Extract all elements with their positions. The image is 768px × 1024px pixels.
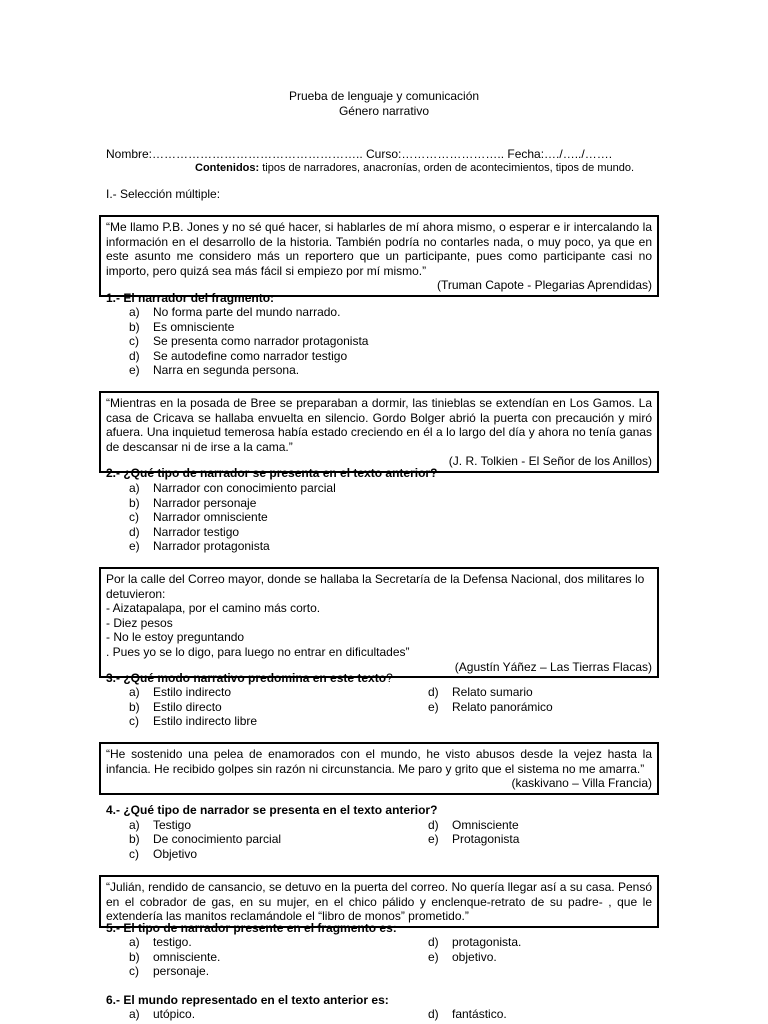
passage-source: (Truman Capote - Plegarias Aprendidas) <box>437 278 652 293</box>
section-heading: I.- Selección múltiple: <box>106 187 221 201</box>
passage-line: Por la calle del Correo mayor, donde se hallaba la Secretaría de la Defensa Nacional, dos militares lo detuvieron: <box>106 572 645 601</box>
question-6-title: 6.- El mundo representado en el texto anterior es: <box>106 993 389 1007</box>
q1-option-a[interactable]: a) No forma parte del mundo narrado. <box>129 305 341 319</box>
contents-line <box>195 161 634 175</box>
passage-line: - Aizatapalapa, por el camino más corto. <box>106 601 321 616</box>
q1-option-b[interactable]: b) Es omnisciente <box>129 320 235 334</box>
q2-option-e[interactable]: e) Narrador protagonista <box>129 539 270 553</box>
passage-text: “He sostenido una pelea de enamorados con el mundo, he visto abusos desde la vejez hasta la infancia. He recibido golpes sin razón ni circunstancia. Me paro y grito que el sistema no me amarra.” <box>106 747 652 776</box>
passage-line: - No le estoy preguntando <box>106 630 245 645</box>
passage-text: “Mientras en la posada de Bree se preparaban a dormir, las tinieblas se extendían en Los Gamos. La casa de Cricava se hallaba envuelta en silencio. Gordo Bolger abrió la puerta con precaución y miró afuera. Una inquietud temerosa había estado creciendo en él a lo largo del día y ahora no tenía ganas de descansar ni de irse a la cama.” <box>106 396 652 454</box>
passage-text: “Julián, rendido de cansancio, se detuvo en la puerta del correo. No quería llegar así a su casa. Pensó en el cobrador de gas, en su mujer, en el chico pálido y enclenque-retrato de su padre- , que le extendería las manitos reclamándole el “libro de monos” prometido.” <box>106 880 652 924</box>
passage-line: - Diez pesos <box>106 615 173 630</box>
q1-option-e[interactable]: e) Narra en segunda persona. <box>129 363 300 377</box>
passage-text: “Me llamo P.B. Jones y no sé qué hacer, si hablarles de mí ahora mismo, o esperar e ir intercalando la información en el desarrollo de la historia. También podría no contarles nada, o muy poco, ya que en este asunto me considero más un reportero que un participante, pues como participante casi no importo, pero quizá sea más fácil si empiezo por mí mismo.” <box>106 220 652 278</box>
document-subtitle: Género narrativo <box>338 104 430 118</box>
question-4-title: 4.- ¿Qué tipo de narrador se presenta en el texto anterior? <box>106 803 438 817</box>
q5-option-b[interactable]: b) omnisciente. <box>129 950 221 964</box>
passage-box-1 <box>99 215 659 297</box>
document-title: Prueba de lenguaje y comunicación <box>288 89 480 103</box>
q5-option-a[interactable]: a) testigo. <box>129 935 192 949</box>
question-1-title: 1.- El narrador del fragmento: <box>106 291 275 305</box>
q6-option-d[interactable]: d) fantástico. <box>428 1007 507 1021</box>
question-3-title: 3.- ¿Qué modo narrativo predomina en este texto? <box>106 671 393 685</box>
q5-option-d[interactable]: d) protagonista. <box>428 935 522 949</box>
q1-option-d[interactable]: d) Se autodefine como narrador testigo <box>129 349 348 363</box>
contents-label: Contenidos: <box>195 162 260 174</box>
q5-option-e[interactable]: e) objetivo. <box>428 950 497 964</box>
passage-box-5 <box>99 875 659 928</box>
q4-option-b[interactable]: b) De conocimiento parcial <box>129 832 282 846</box>
q4-option-e[interactable]: e) Protagonista <box>428 832 520 846</box>
q3-option-e[interactable]: e) Relato panorámico <box>428 700 553 714</box>
contents-text: tipos de narradores, anacronías, orden de acontecimientos, tipos de mundo. <box>259 162 635 174</box>
q6-option-a[interactable]: a) utópico. <box>129 1007 196 1021</box>
student-fields-line: Nombre:…………………………………………….. Curso:…………………….. Fecha:…./…../……. <box>106 147 613 161</box>
passage-source: (J. R. Tolkien - El Señor de los Anillos) <box>448 454 652 469</box>
passage-box-2 <box>99 391 659 473</box>
q2-option-a[interactable]: a) Narrador con conocimiento parcial <box>129 481 336 495</box>
q2-option-c[interactable]: c) Narrador omnisciente <box>129 510 268 524</box>
passage-source: (Agustín Yáñez – Las Tierras Flacas) <box>454 659 652 674</box>
q3-option-c[interactable]: c) Estilo indirecto libre <box>129 714 258 728</box>
q1-option-c[interactable]: c) Se presenta como narrador protagonista <box>129 334 369 348</box>
passage-line: . Pues yo se lo digo, para luego no entrar en dificultades” <box>106 644 410 659</box>
passage-box-3 <box>99 567 659 678</box>
q3-option-b[interactable]: b) Estilo directo <box>129 700 222 714</box>
q5-option-c[interactable]: c) personaje. <box>129 964 210 978</box>
q4-option-c[interactable]: c) Objetivo <box>129 847 198 861</box>
q3-option-a[interactable]: a) Estilo indirecto <box>129 685 232 699</box>
q4-option-a[interactable]: a) Testigo <box>129 818 192 832</box>
q4-option-d[interactable]: d) Omnisciente <box>428 818 519 832</box>
q2-option-d[interactable]: d) Narrador testigo <box>129 525 240 539</box>
q3-option-d[interactable]: d) Relato sumario <box>428 685 533 699</box>
question-2-title: 2.- ¿Qué tipo de narrador se presenta en el texto anterior? <box>106 466 438 480</box>
passage-box-4 <box>99 742 659 795</box>
passage-source: (kaskivano – Villa Francia) <box>511 776 652 791</box>
question-5-title: 5.- El tipo de narrador presente en el fragmento es: <box>106 921 397 935</box>
q2-option-b[interactable]: b) Narrador personaje <box>129 496 257 510</box>
